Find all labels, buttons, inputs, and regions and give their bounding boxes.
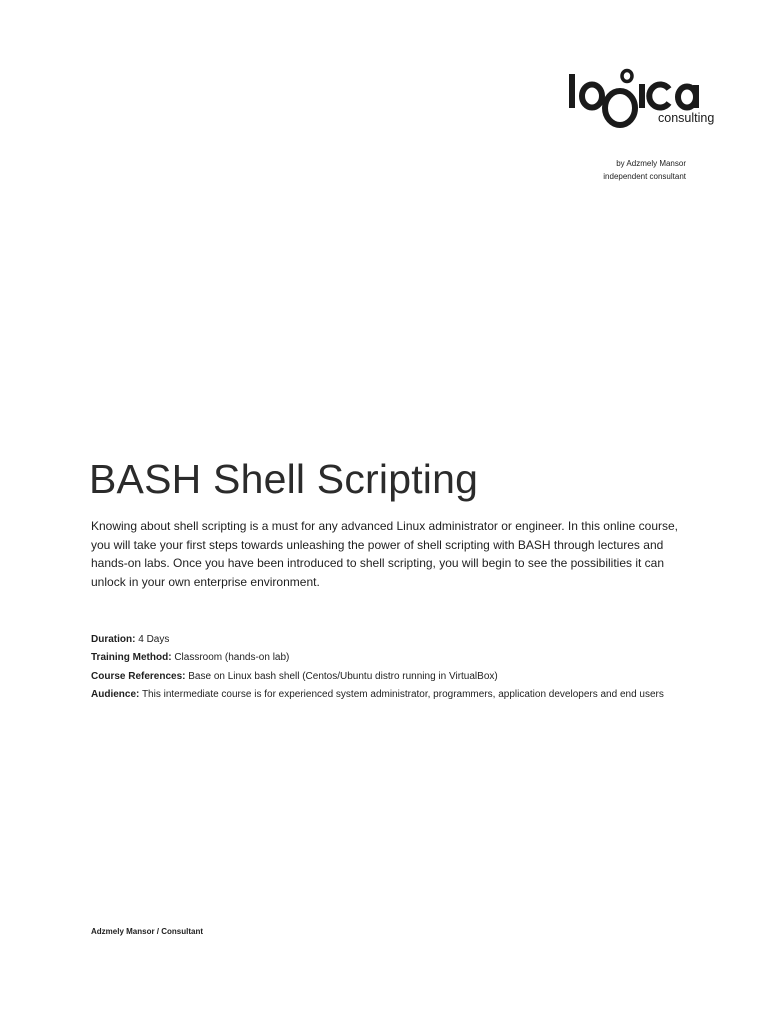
detail-label: Training Method: (91, 652, 172, 664)
detail-value: 4 Days (138, 634, 170, 645)
course-details (91, 631, 691, 704)
detail-label: Course References: (91, 670, 186, 682)
byline-author: by Adzmely Mansor (616, 159, 686, 168)
detail-label: Audience: (91, 688, 140, 700)
detail-value: Classroom (hands-on lab) (174, 652, 290, 664)
page-footer: Adzmely Mansor / Consultant (91, 927, 204, 936)
intro-paragraph: Knowing about shell scripting is a must for any advanced Linux administrator or engineer. In this online course, you will take your first steps towards unleashing the power of shell scripting with BASH through lectures and hands-on labs. Once you have been introduced to shell scripting, you will begin to see the possibilities it can unlock in your own enterprise environment. (91, 519, 678, 589)
logo-graphic (566, 66, 726, 156)
detail-audience (91, 686, 691, 704)
detail-duration (91, 631, 691, 649)
byline (540, 157, 686, 183)
detail-course-references (91, 668, 691, 686)
logo-subtitle: consulting (658, 111, 715, 125)
detail-label: Duration: (91, 634, 136, 645)
detail-value: This intermediate course is for experienced system administrator, programmers, application developers and end users (141, 688, 664, 700)
detail-value: Base on Linux bash shell (Centos/Ubuntu distro running in VirtualBox) (188, 670, 498, 682)
byline-role: independent consultant (603, 172, 686, 181)
detail-training-method (91, 649, 691, 667)
logica-logo (566, 66, 726, 156)
document-title: BASH Shell Scripting (89, 456, 479, 502)
